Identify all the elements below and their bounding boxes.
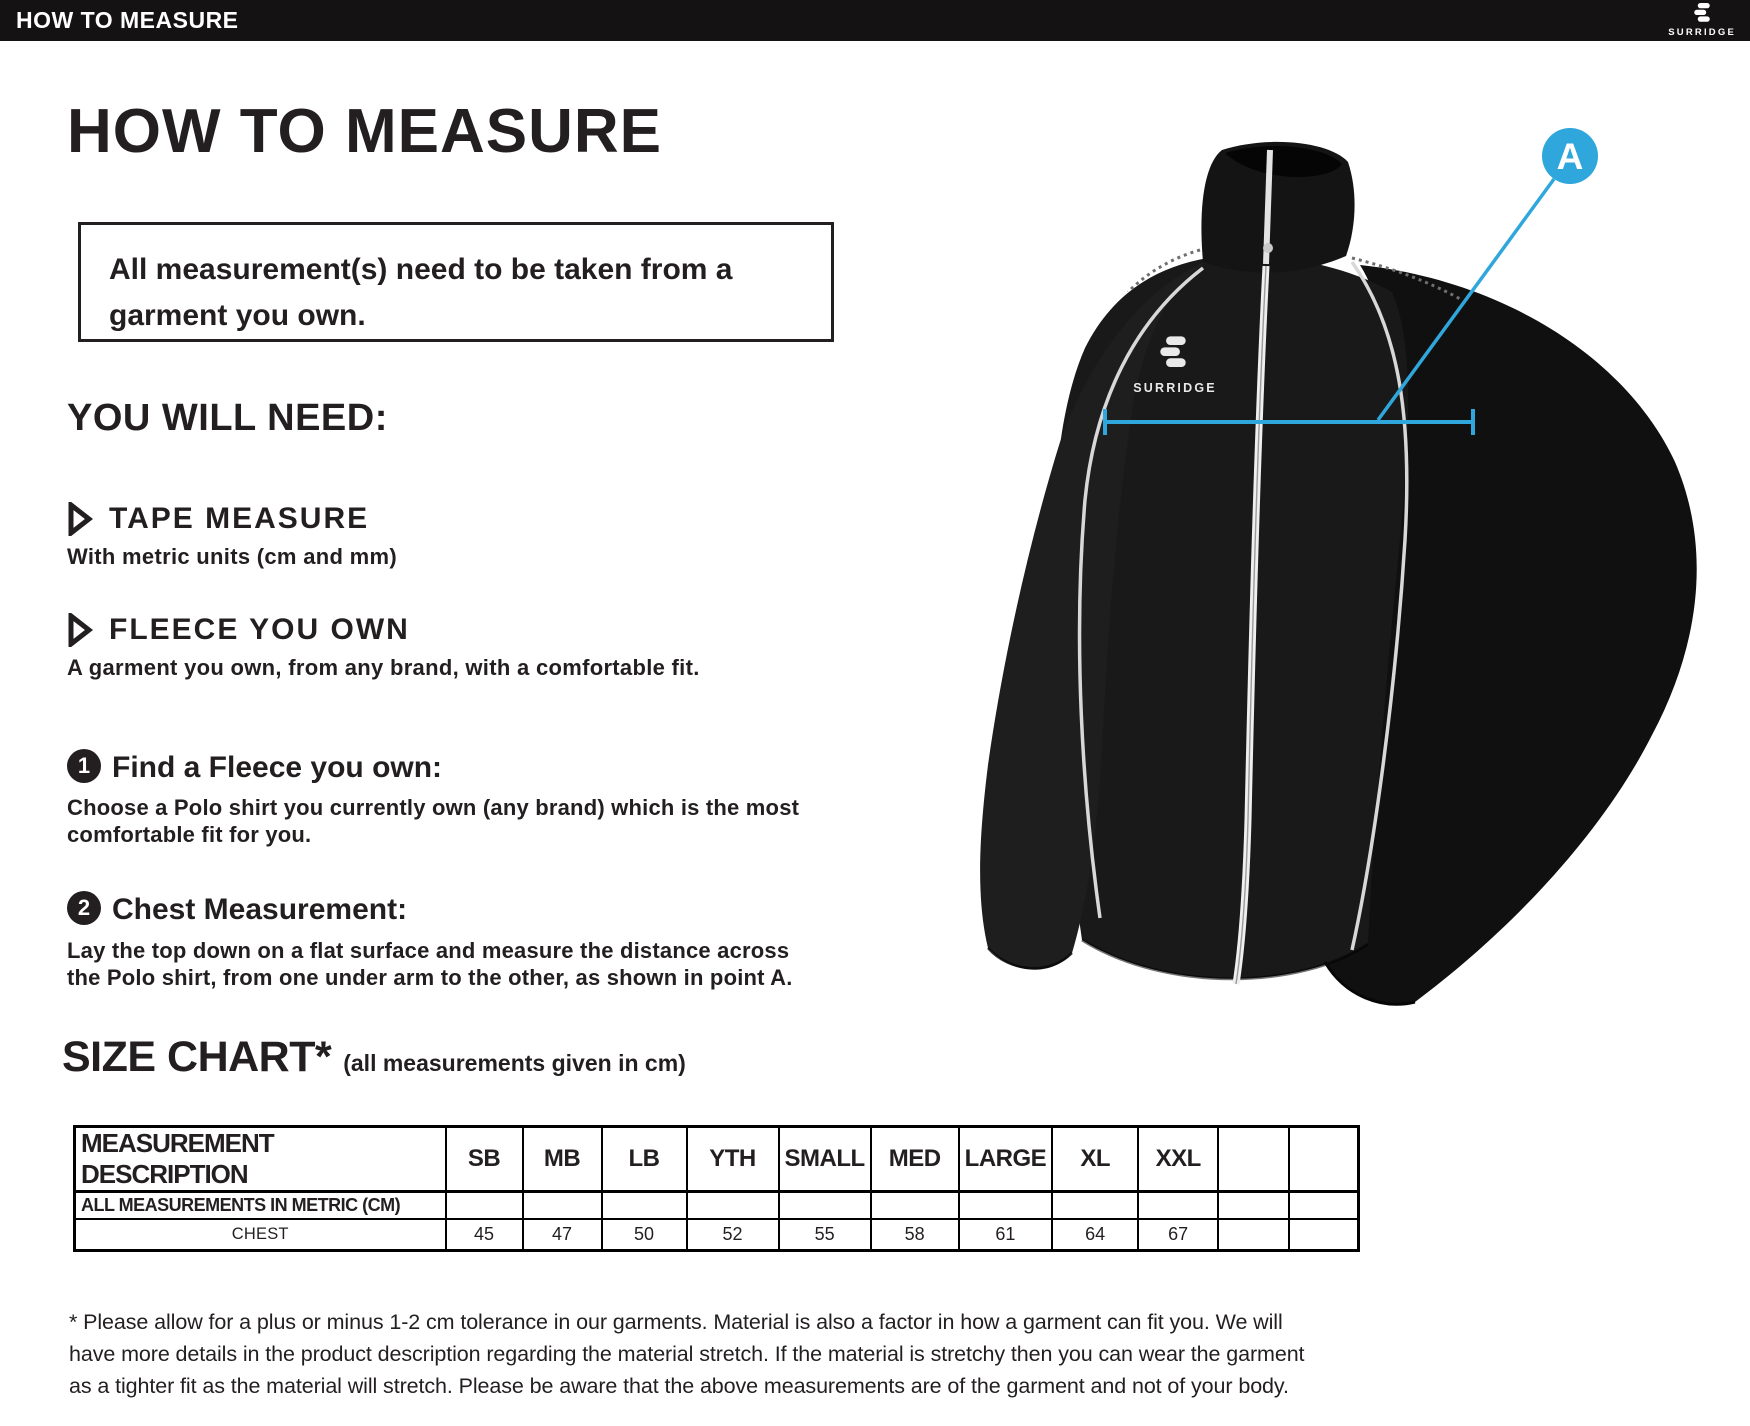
table-cell — [446, 1192, 523, 1219]
zip-puller — [1263, 243, 1273, 253]
table-header-cell: SB — [446, 1127, 523, 1192]
step-number-badge: 2 — [67, 891, 101, 925]
table-cell: 50 — [602, 1219, 687, 1251]
table-cell: 55 — [779, 1219, 871, 1251]
table-header-cell: MED — [871, 1127, 959, 1192]
step-desc: Choose a Polo shirt you currently own (any brand) which is the most comfortable fit for you. — [67, 795, 800, 847]
table-row — [75, 1219, 1359, 1251]
header-title: HOW TO MEASURE — [16, 7, 239, 33]
table-cell — [523, 1192, 602, 1219]
table-cell — [779, 1192, 871, 1219]
table-cell — [1289, 1219, 1358, 1251]
table-cell — [1052, 1192, 1138, 1219]
fleece-jacket-illustration — [880, 90, 1750, 1010]
you-will-need-heading: YOU WILL NEED: — [67, 397, 388, 439]
table-header-cell: XXL — [1138, 1127, 1218, 1192]
table-cell — [687, 1192, 779, 1219]
need-item-desc: A garment you own, from any brand, with a comfortable fit. — [67, 655, 700, 680]
footnote-text: * Please allow for a plus or minus 1-2 cm tolerance in our garments. Material is also a factor in how a garment can fit you. We will have more details in the product description regarding the material stretch. If the material is stretchy then you can wear the garment as a tighter fit as the material will stretch. Please be aware that the above measurements are of the garment and not of your body. — [69, 1309, 1305, 1398]
brand-wordmark: SURRIDGE — [1668, 27, 1736, 39]
marker-a-label: A — [1556, 136, 1584, 177]
step-title: Chest Measurement: — [112, 893, 408, 926]
table-header-cell: LARGE — [959, 1127, 1053, 1192]
table-cell: 64 — [1052, 1219, 1138, 1251]
table-header-cell: MB — [523, 1127, 602, 1192]
table-cell — [602, 1192, 687, 1219]
table-cell: 45 — [446, 1219, 523, 1251]
table-cell: 61 — [959, 1219, 1053, 1251]
step-number-badge: 1 — [67, 749, 101, 783]
header-bar — [0, 0, 1750, 41]
notice-box — [78, 222, 834, 342]
table-header-cell: SMALL — [779, 1127, 871, 1192]
page-title: HOW TO MEASURE — [67, 97, 662, 166]
triangle-bullet-icon — [67, 502, 93, 536]
table-cell — [1218, 1219, 1289, 1251]
step-desc: Lay the top down on a flat surface and measure the distance across the Polo shirt, from one under arm to the other, as shown in point A. — [67, 938, 793, 990]
triangle-bullet-icon — [67, 613, 93, 647]
step-title: Find a Fleece you own: — [112, 751, 443, 784]
brand-logo — [1668, 3, 1736, 38]
table-header-cell — [1218, 1127, 1289, 1192]
need-item-desc: With metric units (cm and mm) — [67, 544, 397, 569]
surridge-s-icon — [1692, 3, 1712, 27]
table-cell: 47 — [523, 1219, 602, 1251]
table-header-cell: XL — [1052, 1127, 1138, 1192]
table-cell — [959, 1192, 1053, 1219]
size-chart-subheading: (all measurements given in cm) — [343, 1050, 686, 1076]
table-row-label: CHEST — [75, 1219, 446, 1251]
table-row — [75, 1192, 1359, 1219]
table-header-cell: MEASUREMENT DESCRIPTION — [75, 1127, 446, 1192]
table-cell — [871, 1192, 959, 1219]
need-item-fleece — [67, 613, 410, 647]
table-header-cell: LB — [602, 1127, 687, 1192]
table-header-row — [75, 1127, 1359, 1192]
table-cell: 67 — [1138, 1219, 1218, 1251]
table-cell — [1218, 1192, 1289, 1219]
chest-logo-wordmark: SURRIDGE — [1133, 381, 1217, 395]
table-cell — [1138, 1192, 1218, 1219]
table-cell: 58 — [871, 1219, 959, 1251]
table-cell — [1289, 1192, 1358, 1219]
size-chart-heading: SIZE CHART* — [62, 1033, 332, 1081]
need-item-title: TAPE MEASURE — [109, 502, 370, 535]
table-header-cell — [1289, 1127, 1358, 1192]
table-row-label: ALL MEASUREMENTS IN METRIC (CM) — [75, 1192, 446, 1219]
need-item-tape-measure — [67, 502, 369, 536]
table-cell: 52 — [687, 1219, 779, 1251]
notice-text: All measurement(s) need to be taken from a garment you own. — [109, 253, 733, 332]
size-chart-table — [73, 1125, 1360, 1252]
size-chart-heading-row — [62, 1033, 686, 1082]
need-item-title: FLEECE YOU OWN — [109, 613, 410, 646]
table-header-cell: YTH — [687, 1127, 779, 1192]
